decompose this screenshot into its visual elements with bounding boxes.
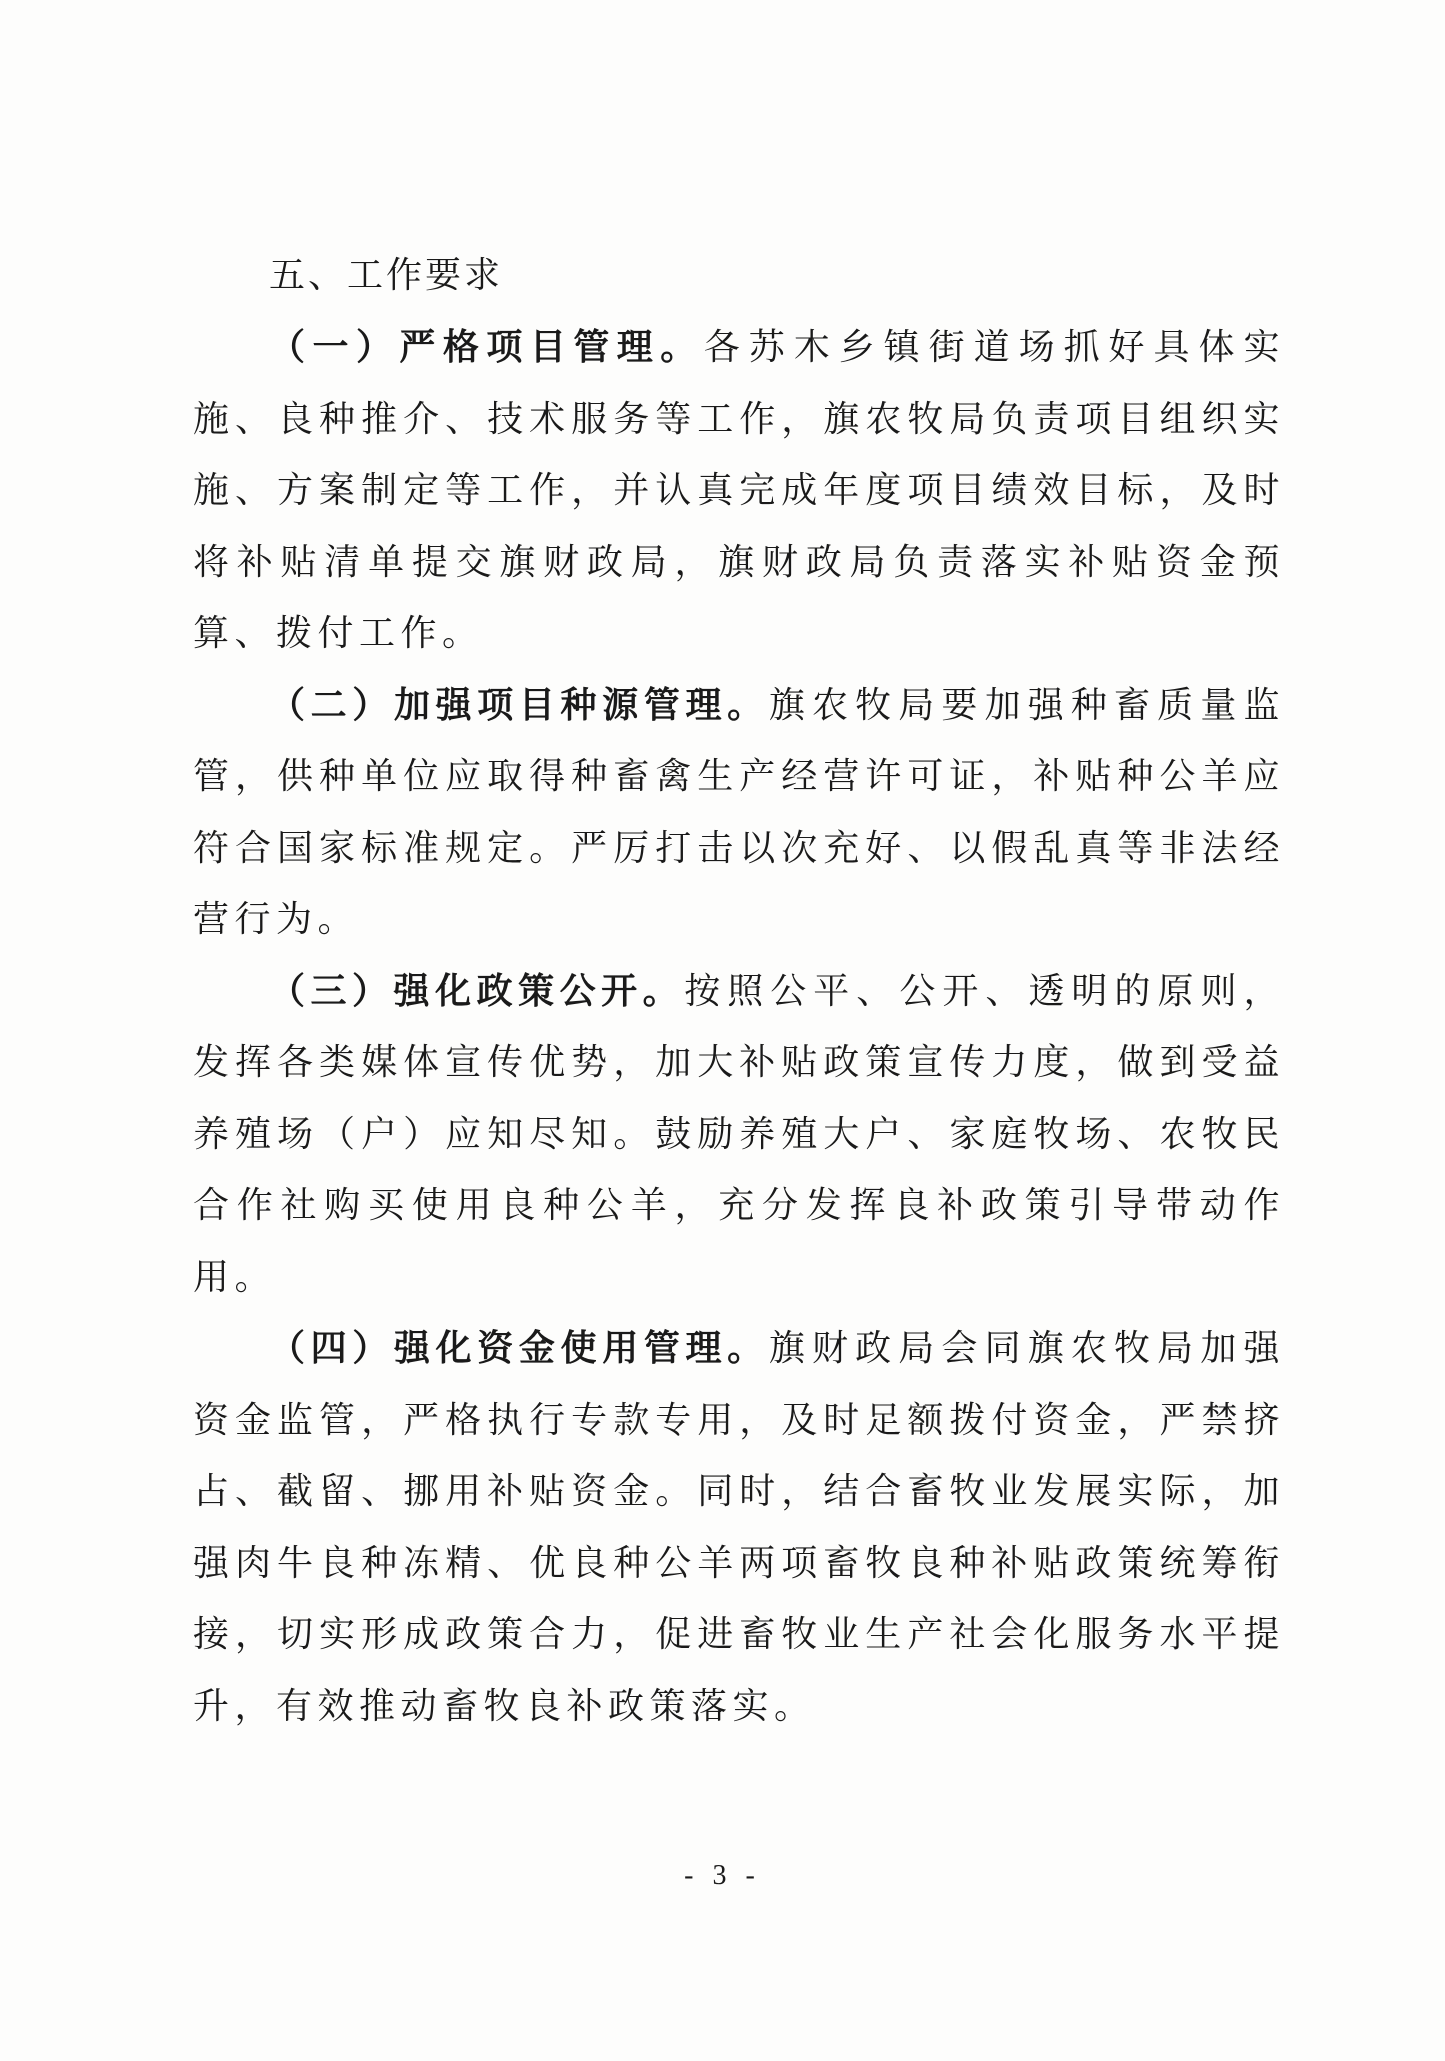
paragraph-4: [193, 1313, 1285, 1742]
document-body: [193, 240, 1285, 1742]
paragraph-2-lead: （二）加强项目种源管理。: [269, 683, 769, 726]
paragraph-4-lead: （四）强化资金使用管理。: [269, 1327, 769, 1369]
paragraph-1: [193, 312, 1285, 670]
paragraph-3: [193, 956, 1285, 1314]
paragraph-3-lead: （三）强化政策公开。: [269, 969, 685, 1012]
paragraph-1-lead: （一）严格项目管理。: [269, 326, 704, 368]
page-number: - 3 -: [684, 1860, 761, 1891]
paragraph-2: [193, 670, 1285, 956]
paragraph-4-text: 旗财政局会同旗农牧局加强资金监管，严格执行专款专用，及时足额拨付资金，严禁挤占、截留、挪用补贴资金。同时，结合畜牧业发展实际，加强肉牛良种冻精、优良种公羊两项畜牧良种补贴政策统筹衔接，切实形成政策合力，促进畜牧业生产社会化服务水平提升，有效推动畜牧良补政策落实。: [193, 1328, 1285, 1727]
paragraph-3-text: 按照公平、公开、透明的原则，发挥各类媒体宣传优势，加大补贴政策宣传力度，做到受益养殖场（户）应知尽知。鼓励养殖大户、家庭牧场、农牧民合作社购买使用良种公羊，充分发挥良补政策引导带动作用。: [193, 970, 1285, 1298]
paragraph-1-text: 各苏木乡镇街道场抓好具体实施、良种推介、技术服务等工作，旗农牧局负责项目组织实施、方案制定等工作，并认真完成年度项目绩效目标，及时将补贴清单提交旗财政局，旗财政局负责落实补贴资金预算、拨付工作。: [193, 327, 1285, 654]
section-heading: 五、工作要求: [269, 255, 504, 296]
paragraph-2-text: 旗农牧局要加强种畜质量监管，供种单位应取得种畜禽生产经营许可证，补贴种公羊应符合国家标准规定。严厉打击以次充好、以假乱真等非法经营行为。: [193, 684, 1285, 940]
